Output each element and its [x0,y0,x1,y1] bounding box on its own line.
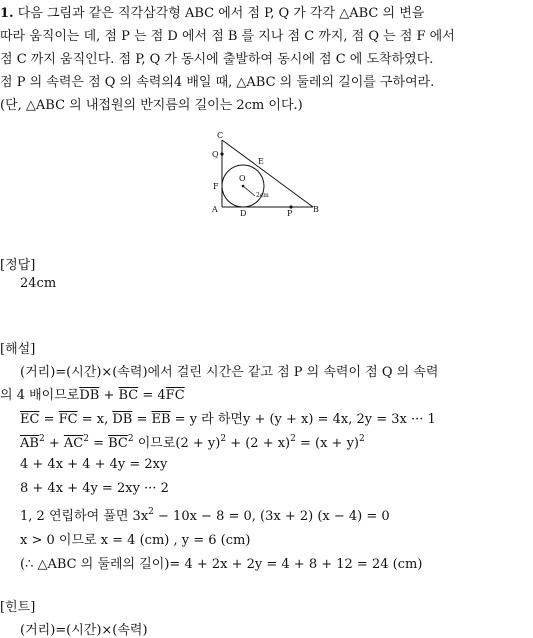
equals-sign: = [39,412,59,427]
exponent: 2 [38,434,45,444]
solution-line-6: 8 + 4x + 4y = 2xy ··· 2 [20,481,169,496]
label-f: F [213,182,219,191]
solution-text: = (x + y) [295,436,359,451]
label-a: A [212,205,218,214]
radius-line [243,186,255,196]
problem-line-3: 점 C 까지 움직인다. 점 P, Q 가 동시에 출발하여 동시에 점 C 에 도착하였다. [0,52,434,67]
segment-fc: $\overline{FC}$ [58,412,78,427]
solution-line-5: 4 + 4x + 4 + 4y = 2xy [20,457,168,472]
solution-line-9: (∴ △ABC 의 둘레의 길이)= 4 + 2x + 2y = 4 + 8 + 12 = 24 (cm) [20,557,423,572]
problem-line-2: 따라 움직이는 데, 점 P 는 점 D 에서 점 B 를 지나 점 C 까지, 점 Q 는 점 F 에서 [0,29,455,44]
solution-text: − 10x − 8 = 0, (3x + 2) (x − 4) = 0 [153,509,390,524]
exponent: 2 [290,434,296,444]
solution-line-4 [20,432,365,451]
segment-eb: $\overline{EB}$ [151,412,171,427]
label-d: D [240,209,247,218]
solution-text: = x, [77,412,113,427]
center-point [242,185,245,188]
segment-ec: $\overline{EC}$ [20,412,40,427]
answer-heading: [정답] [0,258,36,273]
hint-value: (거리)=(시간)×(속력) [20,623,148,638]
equals-sign: = [132,412,152,427]
segment-ab: $\overline{AB}$ [20,436,39,451]
solution-line-1: (거리)=(시간)×(속력)에서 걸린 시간은 같고 점 P 의 속력이 점 Q 의 속력 [20,365,439,380]
solution-text: 1, 2 연립하여 풀면 3x [20,509,149,524]
segment-fc: $\overline{FC}$ [165,388,185,403]
exponent: 2 [220,434,227,444]
plus-sign: + [99,388,119,403]
equals-four: = 4 [138,388,166,403]
label-q: Q [212,150,219,159]
problem-line-4: 점 P 의 속력은 점 Q 의 속력의4 배일 때, △ABC 의 둘레의 길이를 구하여라. [0,75,435,90]
solution-heading: [해설] [0,342,36,357]
hint-heading: [힌트] [0,600,36,615]
problem-text-1: 다음 그림과 같은 직각삼각형 ABC 에서 점 P, Q 가 각각 △ABC 의 변을 [17,6,425,21]
segment-db: $\overline{DB}$ [79,388,100,403]
segment-bc: $\overline{BC}$ [118,388,139,403]
segment-ac: $\overline{AC}$ [63,436,84,451]
equals-sign: = [88,436,109,451]
solution-text: 의 4 배이므로 [0,388,80,403]
exponent: 2 [148,507,154,517]
solution-text: 이므로(2 + y) [133,436,221,451]
point-q [220,152,223,155]
answer-value: 24cm [20,276,57,291]
problem-line-5: (단, △ABC 의 내접원의 반지름의 길이는 2cm 이다.) [0,98,303,113]
segment-bc: $\overline{BC}$ [108,436,128,451]
solution-line-8: x > 0 이므로 x = 4 (cm) , y = 6 (cm) [20,533,251,548]
plus-sign: + [44,436,64,451]
label-p: P [287,209,293,218]
label-b: B [313,205,319,214]
exponent: 2 [83,434,89,444]
solution-text: = y 라 하면y + (y + x) = 4x, 2y = 3x ··· 1 [170,412,436,427]
exponent: 2 [127,434,134,444]
label-o: O [239,174,246,183]
problem-number: 1. [0,6,14,21]
segment-db: $\overline{DB}$ [112,412,133,427]
label-e: E [258,157,264,166]
label-radius: 2cm [256,192,269,199]
solution-text: + (2 + x) [226,436,291,451]
exponent: 2 [359,434,365,444]
label-c: C [217,131,224,140]
solution-line-3 [20,408,436,427]
solution-line-7 [20,505,390,524]
solution-line-2 [0,384,185,403]
